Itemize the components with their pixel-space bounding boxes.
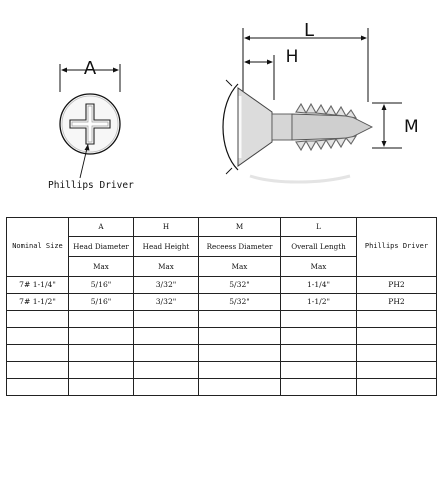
cell-head-height: 3/32" xyxy=(134,294,199,311)
cell-driver: PH2 xyxy=(357,277,437,294)
cell-head-diameter: 5/16" xyxy=(69,277,134,294)
specification-table xyxy=(6,217,437,396)
table-empty-row xyxy=(7,328,437,345)
dimension-m xyxy=(372,103,402,148)
dimension-h xyxy=(244,55,274,100)
cell-overall-length: 1-1/4" xyxy=(281,277,357,294)
driver-label: Phillips Driver xyxy=(48,180,134,191)
screw-head-top-view xyxy=(60,94,120,154)
table-empty-row xyxy=(7,311,437,328)
header-driver: Phillips Driver xyxy=(357,218,437,277)
letter-m: M xyxy=(199,218,281,237)
cell-size: 7# 1-1/2" xyxy=(7,294,69,311)
cell-head-diameter: 5/16" xyxy=(69,294,134,311)
cell-size: 7# 1-1/4" xyxy=(7,277,69,294)
cell-recess-diameter: 5/32" xyxy=(199,294,281,311)
max-label: Max xyxy=(69,257,134,277)
cell-recess-diameter: 5/32" xyxy=(199,277,281,294)
header-overall-length: Overall Length xyxy=(281,237,357,257)
table-empty-row xyxy=(7,362,437,379)
table-empty-row xyxy=(7,379,437,396)
cell-head-height: 3/32" xyxy=(134,277,199,294)
header-head-height: Head Height xyxy=(134,237,199,257)
max-label: Max xyxy=(281,257,357,277)
table-letter-row xyxy=(7,218,437,237)
letter-h: H xyxy=(134,218,199,237)
header-recess-diameter: Receess Diameter xyxy=(199,237,281,257)
letter-l: L xyxy=(281,218,357,237)
letter-a: A xyxy=(69,218,134,237)
dimension-h-label: H xyxy=(285,47,299,67)
cell-driver: PH2 xyxy=(357,294,437,311)
max-label: Max xyxy=(199,257,281,277)
header-head-diameter: Head Diameter xyxy=(69,237,134,257)
table-empty-row xyxy=(7,345,437,362)
screw-side-view xyxy=(223,80,372,182)
dimension-l-label: L xyxy=(303,20,315,41)
cell-overall-length: 1-1/2" xyxy=(281,294,357,311)
table-row xyxy=(7,277,437,294)
dimension-m-label: M xyxy=(404,117,419,137)
max-label: Max xyxy=(134,257,199,277)
table-row xyxy=(7,294,437,311)
screw-technical-drawing xyxy=(0,0,440,215)
dimension-a-label: A xyxy=(83,58,97,79)
header-nominal-size: Nominal Size xyxy=(7,218,69,277)
